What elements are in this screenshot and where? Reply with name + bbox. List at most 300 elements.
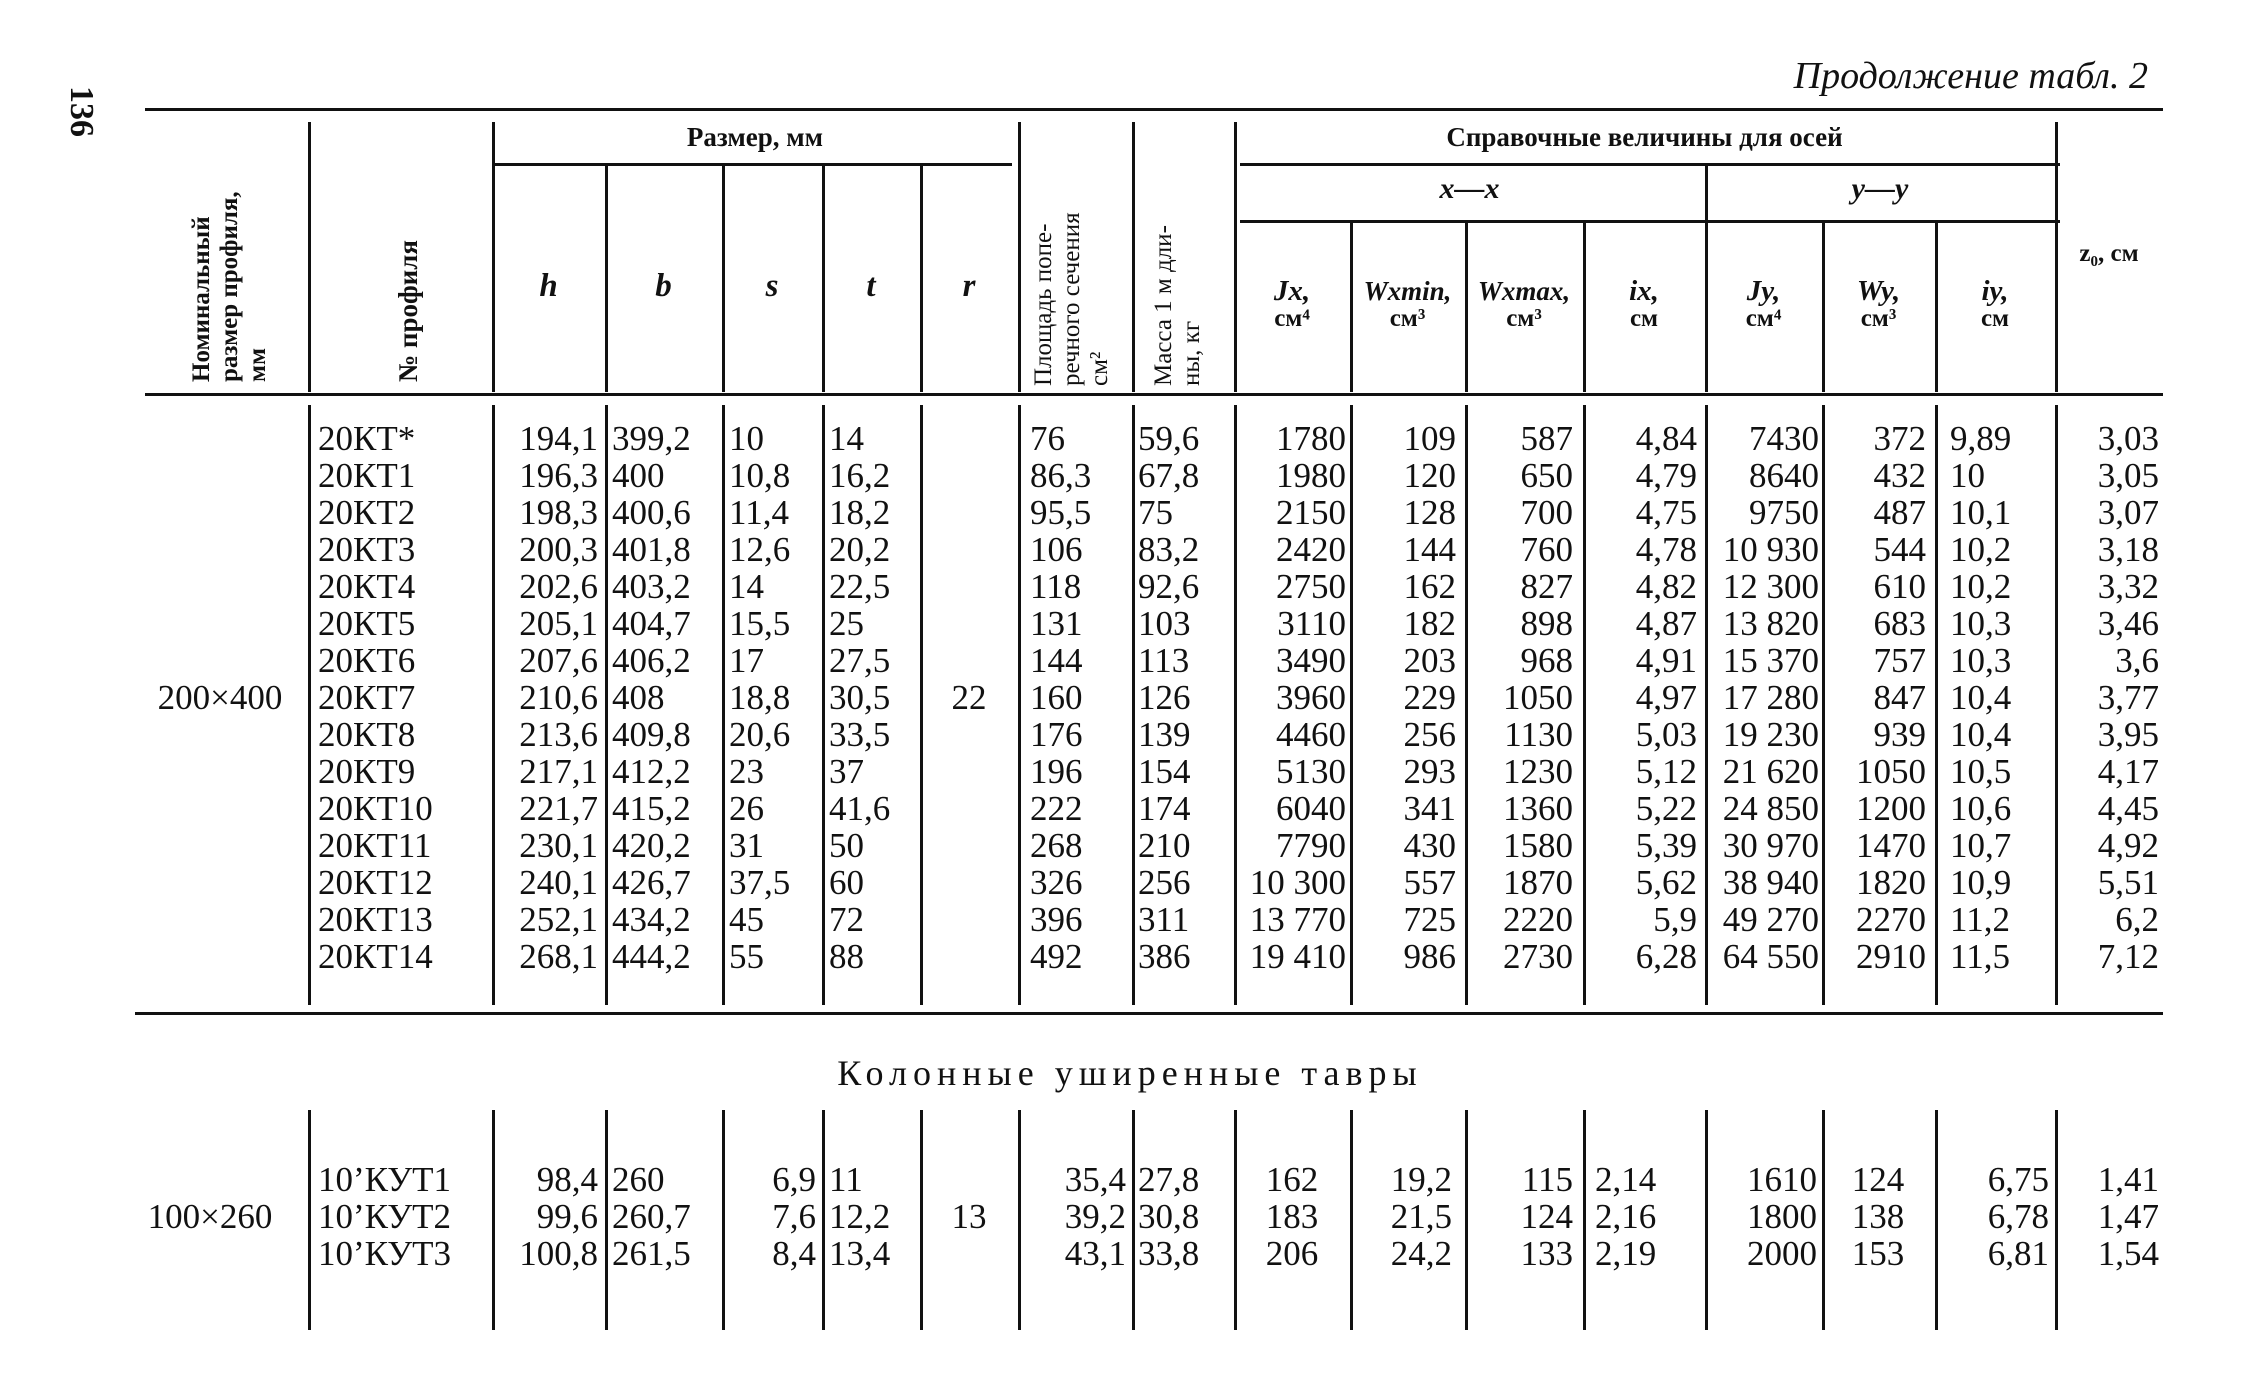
table-cell: 268,1	[519, 937, 598, 976]
table-cell: 20КТ5	[318, 604, 416, 643]
table-cell: 434,2	[612, 900, 691, 939]
table-cell: 12 300	[1722, 567, 1819, 606]
table-cell: 13,4	[829, 1234, 891, 1273]
table-cell: 30,5	[829, 678, 891, 717]
header-wxmin	[1350, 278, 1465, 332]
table-cell: 400	[612, 456, 665, 495]
table-cell: 2000	[1747, 1234, 1817, 1273]
body-col-rule	[822, 405, 825, 1005]
table-top-rule	[145, 108, 2163, 111]
table-cell: 200,3	[519, 530, 598, 569]
header-ix-symbol: ix,	[1629, 275, 1659, 307]
body-col-rule	[605, 405, 608, 1005]
table-cell: 847	[1873, 678, 1926, 717]
table-cell: 205,1	[519, 604, 598, 643]
table-cell: 1130	[1504, 715, 1573, 754]
group2-col-rule	[605, 1110, 608, 1330]
group2-mass-column	[1138, 1161, 1232, 1272]
table-cell: 1,54	[2097, 1234, 2159, 1273]
table-cell: 20КТ14	[318, 937, 433, 976]
table-cell: 229	[1403, 678, 1456, 717]
table-cell: 33,8	[1138, 1234, 1200, 1273]
table-cell: 396	[1030, 900, 1083, 939]
table-cell: 408	[612, 678, 665, 717]
table-cell: 6,28	[1635, 937, 1697, 976]
table-cell: 256	[1403, 715, 1456, 754]
table-cell: 260,7	[612, 1197, 691, 1236]
table-cell: 2,14	[1595, 1160, 1657, 1199]
table-cell: 5,51	[2097, 863, 2159, 902]
table-cell: 7,12	[2097, 937, 2159, 976]
table-cell: 10	[729, 419, 764, 458]
table-cell: 88	[829, 937, 864, 976]
table-cell: 757	[1873, 641, 1926, 680]
table-cell: 7790	[1276, 826, 1346, 865]
header-mass-line: ны, кг	[1178, 320, 1205, 386]
table-cell: 2750	[1276, 567, 1346, 606]
table-cell: 144	[1403, 530, 1456, 569]
table-cell: 20КТ8	[318, 715, 416, 754]
table-cell: 412,2	[612, 752, 691, 791]
table-cell: 4,79	[1635, 456, 1697, 495]
table-cell: 403,2	[612, 567, 691, 606]
table-cell: 10,9	[1950, 863, 2012, 902]
table-cell: 109	[1403, 419, 1456, 458]
group1-t-column	[829, 420, 919, 975]
body-col-rule	[308, 405, 311, 1005]
table-cell: 4,97	[1635, 678, 1697, 717]
group2-r-value: 13	[951, 1197, 987, 1236]
reference-subheader-rule	[1240, 163, 2060, 166]
table-cell: 426,7	[612, 863, 691, 902]
table-cell: 240,1	[519, 863, 598, 902]
table-cell: 10,3	[1950, 604, 2012, 643]
table-cell: 10’КУТ3	[318, 1234, 451, 1273]
table-cell: 260	[612, 1160, 665, 1199]
table-cell: 4,91	[1635, 641, 1697, 680]
table-cell: 3490	[1276, 641, 1346, 680]
table-cell: 1780	[1276, 419, 1346, 458]
table-cell: 986	[1403, 937, 1456, 976]
table-cell: 11	[829, 1160, 863, 1199]
header-symbol-b: b	[655, 268, 672, 304]
header-jy	[1705, 275, 1822, 332]
table-cell: 1230	[1503, 752, 1573, 791]
header-wxmin-symbol: Wxmin,	[1363, 276, 1452, 306]
table-cell: 3,77	[2097, 678, 2159, 717]
header-wxmin-unit: см³	[1389, 305, 1426, 332]
header-bottom-rule	[145, 393, 2163, 396]
table-cell: 196	[1030, 752, 1083, 791]
header-wxmax-symbol: Wxmax,	[1477, 276, 1571, 306]
table-cell: 827	[1520, 567, 1573, 606]
table-cell: 5,22	[1635, 789, 1697, 828]
table-cell: 60	[829, 863, 864, 902]
group1-wxmin-column	[1352, 420, 1456, 975]
table-cell: 1820	[1856, 863, 1926, 902]
table-cell: 30 970	[1722, 826, 1819, 865]
table-cell: 9750	[1749, 493, 1819, 532]
table-cell: 400,6	[612, 493, 691, 532]
group1-area-column	[1030, 420, 1130, 975]
table-cell: 202,6	[519, 567, 598, 606]
table-cell: 4,17	[2097, 752, 2159, 791]
table-cell: 10,7	[1950, 826, 2012, 865]
table-cell: 37	[829, 752, 864, 791]
table-cell: 27,5	[829, 641, 891, 680]
table-cell: 15 370	[1722, 641, 1819, 680]
header-symbol-s: s	[765, 268, 779, 304]
header-jy-symbol: Jy,	[1746, 275, 1781, 307]
group1-ix-column	[1585, 420, 1697, 975]
table-cell: 557	[1403, 863, 1456, 902]
header-wxmax	[1465, 278, 1583, 332]
header-iy	[1935, 275, 2055, 332]
header-wy-unit: см³	[1860, 305, 1897, 332]
table-cell: 2910	[1856, 937, 1926, 976]
table-cell: 406,2	[612, 641, 691, 680]
table-cell: 14	[729, 567, 764, 606]
table-cell: 3110	[1277, 604, 1346, 643]
table-cell: 75	[1138, 493, 1173, 532]
table-cell: 968	[1520, 641, 1573, 680]
table-cell: 20КТ3	[318, 530, 416, 569]
table-cell: 118	[1030, 567, 1082, 606]
header-area-line: Площадь попе-	[1030, 223, 1057, 386]
group1-profile-column	[318, 420, 488, 975]
group1-mass-column	[1138, 420, 1232, 975]
table-cell: 76	[1030, 419, 1065, 458]
header-col-rule	[492, 122, 495, 392]
group2-b-column	[612, 1161, 720, 1272]
table-cell: 10 300	[1249, 863, 1346, 902]
table-cell: 154	[1138, 752, 1191, 791]
table-cell: 20КТ*	[318, 419, 416, 458]
table-cell: 153	[1851, 1234, 1905, 1273]
table-cell: 444,2	[612, 937, 691, 976]
table-cell: 106	[1030, 530, 1083, 569]
table-cell: 6,78	[1987, 1197, 2049, 1236]
table-cell: 3,32	[2097, 567, 2159, 606]
table-cell: 50	[829, 826, 864, 865]
table-cell: 432	[1873, 456, 1926, 495]
table-cell: 939	[1873, 715, 1926, 754]
header-axis-y: y—y	[1851, 172, 1909, 205]
table-cell: 120	[1403, 456, 1456, 495]
table-cell: 3,6	[2115, 641, 2159, 680]
table-cell: 1050	[1856, 752, 1926, 791]
group2-z0-column	[2057, 1161, 2159, 1272]
table-cell: 5130	[1276, 752, 1346, 791]
table-cell: 196,3	[519, 456, 598, 495]
section-title: Колонные уширенные тавры	[837, 1053, 1423, 1093]
table-cell: 33,5	[829, 715, 891, 754]
table-cell: 5,12	[1635, 752, 1697, 791]
table-cell: 4460	[1276, 715, 1346, 754]
table-cell: 3,95	[2097, 715, 2159, 754]
table-cell: 95,5	[1030, 493, 1092, 532]
table-cell: 25	[829, 604, 864, 643]
table-cell: 13 770	[1249, 900, 1346, 939]
header-wxmax-unit: см³	[1506, 305, 1542, 332]
table-cell: 587	[1520, 419, 1573, 458]
group2-col-rule	[308, 1110, 311, 1330]
table-cell: 21,5	[1390, 1197, 1452, 1236]
header-area-line: речного сечения	[1058, 212, 1085, 386]
table-cell: 650	[1520, 456, 1573, 495]
table-cell: 21 620	[1722, 752, 1819, 791]
table-cell: 138	[1851, 1197, 1905, 1236]
header-jx-unit: см⁴	[1274, 305, 1310, 332]
table-cell: 20КТ10	[318, 789, 433, 828]
header-symbol-r: r	[962, 268, 976, 304]
table-cell: 31	[729, 826, 764, 865]
group2-ix-column	[1595, 1161, 1703, 1272]
table-cell: 10,4	[1950, 715, 2012, 754]
table-cell: 268	[1030, 826, 1083, 865]
group1-iy-column	[1950, 420, 2054, 975]
header-area	[1030, 212, 1114, 386]
table-cell: 3,07	[2097, 493, 2159, 532]
table-cell: 37,5	[729, 863, 791, 902]
group2-t-column	[829, 1161, 919, 1272]
table-cell: 10,3	[1950, 641, 2012, 680]
table-cell: 10,5	[1950, 752, 2012, 791]
table-cell: 4,92	[2097, 826, 2159, 865]
table-cell: 12,6	[729, 530, 791, 569]
header-iy-unit: см	[1980, 305, 2010, 332]
table-cell: 100,8	[519, 1234, 598, 1273]
table-cell: 203	[1403, 641, 1456, 680]
header-ix	[1583, 275, 1705, 332]
table-cell: 293	[1403, 752, 1456, 791]
table-cell: 20КТ2	[318, 493, 416, 532]
table-cell: 4,78	[1635, 530, 1697, 569]
table-cell: 206	[1265, 1234, 1319, 1273]
body-col-rule	[1935, 405, 1938, 1005]
table-cell: 372	[1873, 419, 1926, 458]
table-cell: 409,8	[612, 715, 691, 754]
header-jx-symbol: Jx,	[1273, 275, 1311, 307]
table-cell: 30,8	[1138, 1197, 1200, 1236]
table-cell: 1470	[1856, 826, 1926, 865]
table-cell: 24,2	[1390, 1234, 1452, 1273]
table-cell: 1,47	[2097, 1197, 2159, 1236]
group2-s-column	[724, 1161, 816, 1272]
table-cell: 1610	[1747, 1160, 1817, 1199]
table-cell: 217,1	[519, 752, 598, 791]
table-cell: 10,6	[1950, 789, 2012, 828]
table-cell: 341	[1403, 789, 1456, 828]
table-cell: 10’КУТ1	[318, 1160, 451, 1199]
table-cell: 6040	[1276, 789, 1346, 828]
header-col-rule	[1132, 122, 1135, 392]
table-cell: 131	[1030, 604, 1083, 643]
table-cell: 35,4	[1064, 1160, 1126, 1199]
table-cell: 20КТ12	[318, 863, 433, 902]
table-cell: 10	[1950, 456, 1985, 495]
body-col-rule	[722, 405, 725, 1005]
header-symbol-h: h	[539, 268, 558, 304]
table-cell: 256	[1138, 863, 1191, 902]
group1-jx-column	[1236, 420, 1346, 975]
table-cell: 430	[1403, 826, 1456, 865]
table-cell: 22,5	[829, 567, 891, 606]
table-cell: 194,1	[519, 419, 598, 458]
table-cell: 64 550	[1722, 937, 1819, 976]
table-cell: 1200	[1856, 789, 1926, 828]
table-cell: 4,84	[1635, 419, 1697, 458]
table-cell: 1,41	[2097, 1160, 2159, 1199]
table-cell: 1360	[1503, 789, 1573, 828]
table-cell: 6,9	[772, 1160, 816, 1199]
table-cell: 7430	[1749, 419, 1819, 458]
header-jy-unit: см⁴	[1745, 305, 1782, 332]
header-wy-symbol: Wy,	[1856, 275, 1901, 307]
table-cell: 124	[1520, 1197, 1573, 1236]
group2-jx-column	[1236, 1161, 1348, 1272]
table-cell: 210	[1138, 826, 1191, 865]
table-cell: 610	[1873, 567, 1926, 606]
table-cell: 26	[729, 789, 764, 828]
group2-nominal-size: 100×260	[147, 1197, 273, 1236]
table-cell: 3,03	[2097, 419, 2159, 458]
group1-jy-column	[1707, 420, 1819, 975]
table-cell: 20КТ6	[318, 641, 416, 680]
table-cell: 8640	[1749, 456, 1819, 495]
table-cell: 14	[829, 419, 864, 458]
header-symbol-t: t	[866, 268, 876, 304]
table-cell: 420,2	[612, 826, 691, 865]
group2-col-rule	[1132, 1110, 1135, 1330]
table-cell: 326	[1030, 863, 1083, 902]
table-cell: 92,6	[1138, 567, 1200, 606]
group1-bottom-rule	[135, 1012, 2163, 1015]
table-cell: 2150	[1276, 493, 1346, 532]
table-cell: 9,89	[1950, 419, 2012, 458]
table-cell: 10 930	[1722, 530, 1819, 569]
table-cell: 8,4	[772, 1234, 816, 1273]
table-cell: 10,2	[1950, 567, 2012, 606]
table-cell: 19,2	[1390, 1160, 1452, 1199]
dimensions-subheader-rule	[492, 163, 1012, 166]
header-nominal-size-line: Номинальный	[188, 216, 215, 382]
table-cell: 160	[1030, 678, 1083, 717]
table-cell: 38 940	[1722, 863, 1819, 902]
table-cell: 207,6	[519, 641, 598, 680]
header-axis-x: x—x	[1439, 172, 1500, 205]
table-cell: 41,6	[829, 789, 891, 828]
table-cell: 174	[1138, 789, 1191, 828]
table-cell: 261,5	[612, 1234, 691, 1273]
header-z0: z₀, см	[2079, 240, 2139, 267]
table-cell: 19 410	[1249, 937, 1346, 976]
header-area-line: см²	[1086, 351, 1113, 386]
table-cell: 128	[1403, 493, 1456, 532]
table-cell: 20КТ13	[318, 900, 433, 939]
table-cell: 23	[729, 752, 764, 791]
table-cell: 49 270	[1722, 900, 1819, 939]
table-cell: 144	[1030, 641, 1083, 680]
group1-r-value: 22	[951, 678, 987, 717]
group1-nominal-size: 200×400	[157, 678, 283, 717]
table-cell: 11,4	[729, 493, 789, 532]
group1-wy-column	[1824, 420, 1926, 975]
table-cell: 6,75	[1987, 1160, 2049, 1199]
table-cell: 17 280	[1722, 678, 1819, 717]
body-col-rule	[1018, 405, 1021, 1005]
table-cell: 10,2	[1950, 530, 2012, 569]
table-cell: 1980	[1276, 456, 1346, 495]
table-cell: 98,4	[536, 1160, 598, 1199]
header-dimensions: Размер, мм	[686, 122, 824, 152]
table-cell: 18,2	[829, 493, 891, 532]
table-cell: 39,2	[1064, 1197, 1126, 1236]
table-cell: 1800	[1747, 1197, 1817, 1236]
group2-iy-column	[1937, 1161, 2049, 1272]
table-cell: 11,5	[1950, 937, 2010, 976]
header-col-rule	[308, 122, 311, 392]
table-cell: 12,2	[829, 1197, 891, 1236]
table-cell: 4,82	[1635, 567, 1697, 606]
group1-s-column	[729, 420, 821, 975]
table-cell: 10’КУТ2	[318, 1197, 451, 1236]
table-cell: 222	[1030, 789, 1083, 828]
group2-wy-column	[1824, 1161, 1932, 1272]
table-cell: 6,81	[1987, 1234, 2049, 1273]
table-cell: 2220	[1503, 900, 1573, 939]
header-profile-number-text: № профиля	[393, 240, 423, 382]
table-cell: 17	[729, 641, 764, 680]
table-cell: 20,2	[829, 530, 891, 569]
table-cell: 45	[729, 900, 764, 939]
header-col-rule	[1018, 122, 1021, 392]
header-nominal-size	[188, 191, 272, 382]
table-cell: 20,6	[729, 715, 791, 754]
table-cell: 86,3	[1030, 456, 1092, 495]
header-jx	[1234, 275, 1350, 332]
header-wy	[1822, 275, 1935, 332]
table-cell: 7,6	[772, 1197, 816, 1236]
group2-profile-column	[318, 1161, 490, 1272]
table-cell: 103	[1138, 604, 1191, 643]
table-cell: 183	[1265, 1197, 1319, 1236]
table-cell: 198,3	[519, 493, 598, 532]
header-ix-unit: см	[1629, 305, 1659, 332]
table-cell: 5,9	[1653, 900, 1697, 939]
table-cell: 15,5	[729, 604, 791, 643]
table-cell: 415,2	[612, 789, 691, 828]
table-cell: 72	[829, 900, 864, 939]
page-number: 136	[63, 86, 100, 137]
table-cell: 83,2	[1138, 530, 1200, 569]
table-cell: 139	[1138, 715, 1191, 754]
table-cell: 24 850	[1722, 789, 1819, 828]
table-cell: 27,8	[1138, 1160, 1200, 1199]
table-cell: 404,7	[612, 604, 691, 643]
group2-wxmin-column	[1352, 1161, 1452, 1272]
table-cell: 386	[1138, 937, 1191, 976]
table-cell: 126	[1138, 678, 1191, 717]
table-cell: 133	[1520, 1234, 1573, 1273]
table-cell: 3960	[1276, 678, 1346, 717]
header-reference-values: Справочные величины для осей	[1446, 122, 1843, 152]
table-cell: 124	[1851, 1160, 1905, 1199]
table-cell: 4,87	[1635, 604, 1697, 643]
table-cell: 59,6	[1138, 419, 1200, 458]
table-cell: 10,4	[1950, 678, 2012, 717]
table-cell: 99,6	[536, 1197, 598, 1236]
